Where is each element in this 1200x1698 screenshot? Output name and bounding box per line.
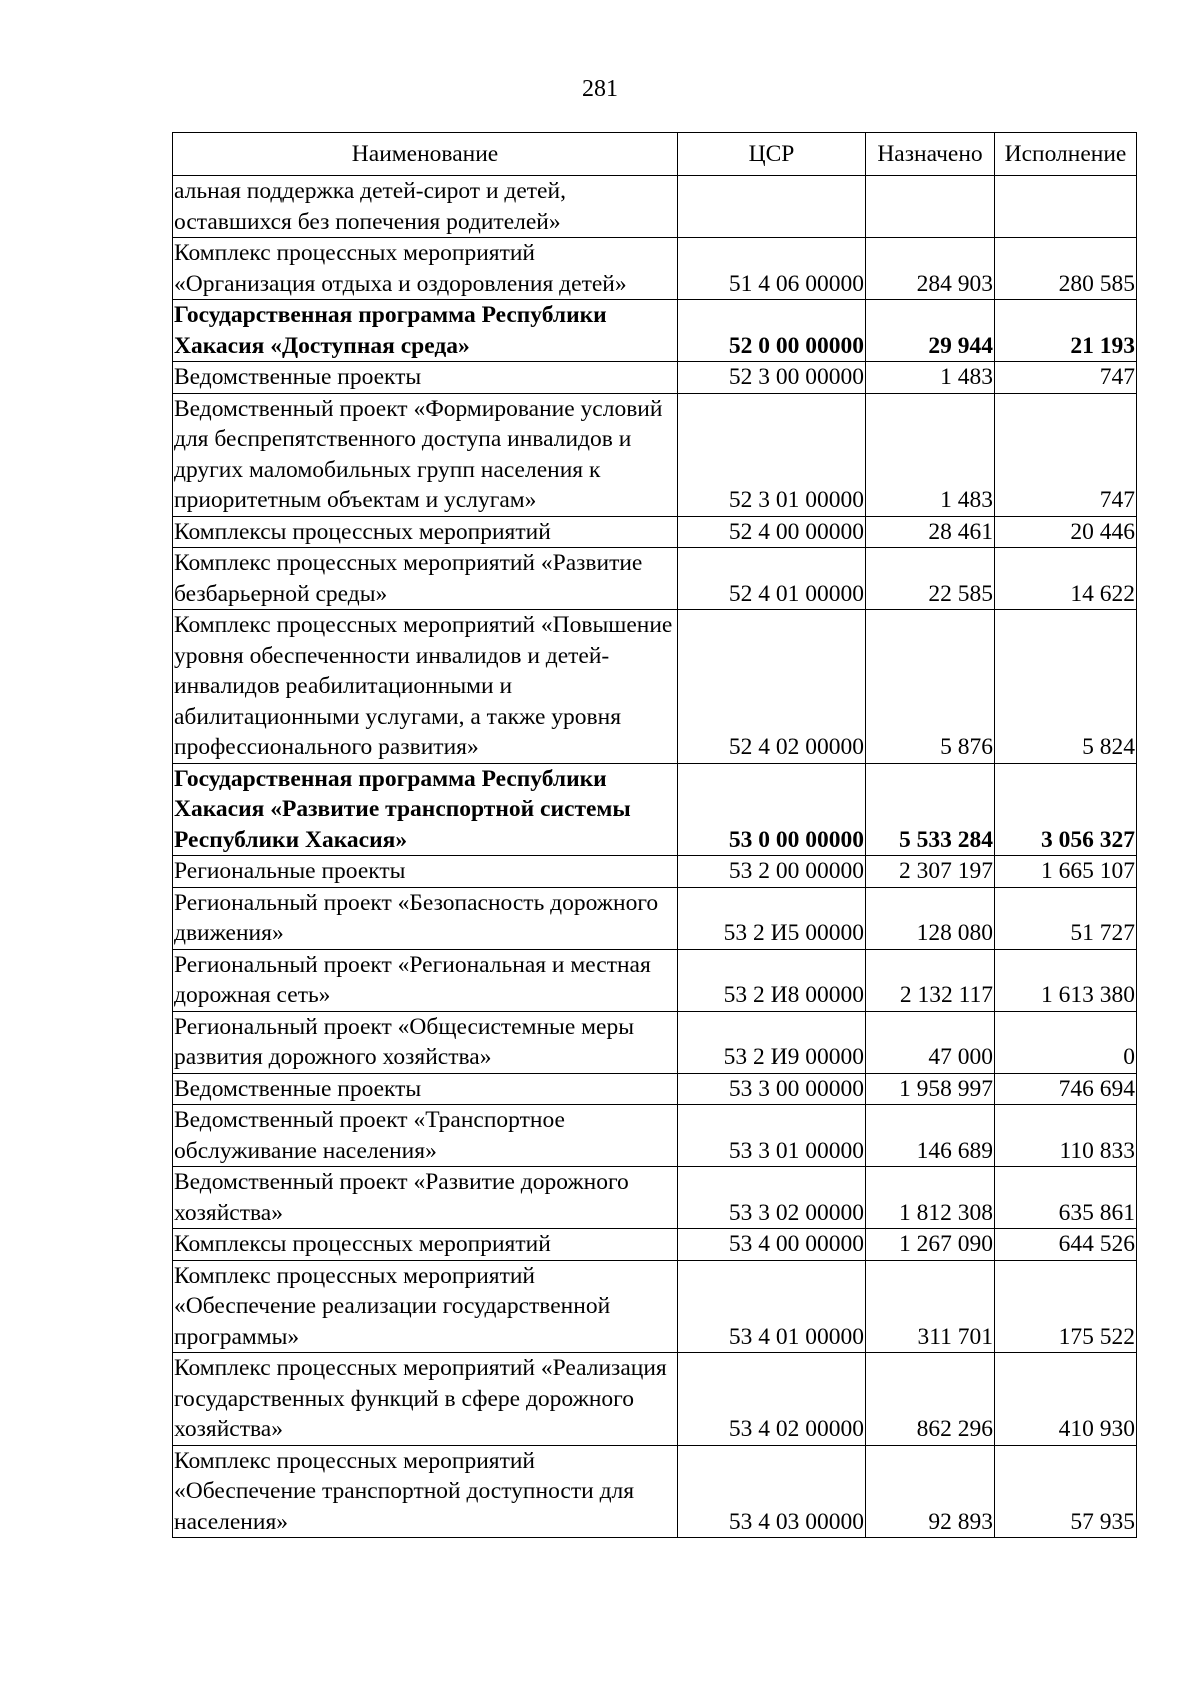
row-exec: 3 056 327 [995, 763, 1137, 856]
row-name: Региональный проект «Региональная и местная дорожная сеть» [173, 949, 678, 1011]
row-csr: 53 3 00 00000 [678, 1073, 866, 1105]
row-name: Комплексы процессных мероприятий [173, 516, 678, 548]
row-name: Ведомственный проект «Формирование условий для беспрепятственного доступа инвалидов и других маломобильных групп населения к приоритетным объектам и услугам» [173, 393, 678, 516]
row-name: Ведомственные проекты [173, 1073, 678, 1105]
row-plan: 284 903 [866, 238, 995, 300]
row-csr: 52 4 00 00000 [678, 516, 866, 548]
row-plan: 1 812 308 [866, 1167, 995, 1229]
row-name: Комплекс процессных мероприятий «Реализация государственных функций в сфере дорожного хозяйства» [173, 1353, 678, 1446]
row-plan [866, 176, 995, 238]
row-exec: 175 522 [995, 1260, 1137, 1353]
row-csr: 51 4 06 00000 [678, 238, 866, 300]
row-csr: 52 4 02 00000 [678, 610, 866, 764]
row-plan: 47 000 [866, 1011, 995, 1073]
row-plan: 2 132 117 [866, 949, 995, 1011]
row-plan: 5 533 284 [866, 763, 995, 856]
row-plan: 28 461 [866, 516, 995, 548]
row-plan: 1 267 090 [866, 1229, 995, 1261]
row-exec: 410 930 [995, 1353, 1137, 1446]
row-name: Комплексы процессных мероприятий [173, 1229, 678, 1261]
row-name: Комплекс процессных мероприятий «Развитие безбарьерной среды» [173, 548, 678, 610]
row-exec: 20 446 [995, 516, 1137, 548]
table-row [173, 1229, 1137, 1261]
row-csr: 52 0 00 00000 [678, 300, 866, 362]
row-plan: 1 958 997 [866, 1073, 995, 1105]
row-exec: 747 [995, 362, 1137, 394]
row-csr: 52 4 01 00000 [678, 548, 866, 610]
row-plan: 29 944 [866, 300, 995, 362]
table-header-row [173, 133, 1137, 176]
row-plan: 92 893 [866, 1445, 995, 1538]
row-plan: 862 296 [866, 1353, 995, 1446]
row-csr: 52 3 01 00000 [678, 393, 866, 516]
row-plan: 22 585 [866, 548, 995, 610]
row-csr: 53 4 01 00000 [678, 1260, 866, 1353]
row-plan: 311 701 [866, 1260, 995, 1353]
row-exec: 110 833 [995, 1105, 1137, 1167]
row-plan: 128 080 [866, 887, 995, 949]
row-csr: 53 3 02 00000 [678, 1167, 866, 1229]
table-row [173, 362, 1137, 394]
row-name: Ведомственный проект «Транспортное обслуживание населения» [173, 1105, 678, 1167]
row-name: Комплекс процессных мероприятий «Повышение уровня обеспеченности инвалидов и детей-инвалидов реабилитационными и абилитационными услугами, а также уровня профессионального развития» [173, 610, 678, 764]
row-csr: 53 2 00 00000 [678, 856, 866, 888]
row-plan: 5 876 [866, 610, 995, 764]
row-csr: 53 3 01 00000 [678, 1105, 866, 1167]
table-row [173, 238, 1137, 300]
page-number: 281 [582, 76, 618, 102]
table-row-program [173, 763, 1137, 856]
row-exec: 1 613 380 [995, 949, 1137, 1011]
row-exec [995, 176, 1137, 238]
row-name: Комплекс процессных мероприятий «Обеспечение транспортной доступности для населения» [173, 1445, 678, 1538]
row-exec: 746 694 [995, 1073, 1137, 1105]
row-exec: 57 935 [995, 1445, 1137, 1538]
row-exec: 280 585 [995, 238, 1137, 300]
row-name: Ведомственный проект «Развитие дорожного хозяйства» [173, 1167, 678, 1229]
row-exec: 747 [995, 393, 1137, 516]
header-exec: Исполнение [995, 133, 1137, 176]
table-row [173, 1167, 1137, 1229]
row-name: Региональный проект «Безопасность дорожного движения» [173, 887, 678, 949]
row-csr: 52 3 00 00000 [678, 362, 866, 394]
row-plan: 2 307 197 [866, 856, 995, 888]
table-row-program [173, 300, 1137, 362]
row-csr [678, 176, 866, 238]
table-row [173, 1105, 1137, 1167]
row-plan: 1 483 [866, 393, 995, 516]
row-exec: 1 665 107 [995, 856, 1137, 888]
row-name: Региональный проект «Общесистемные меры развития дорожного хозяйства» [173, 1011, 678, 1073]
table-row [173, 548, 1137, 610]
table-row [173, 949, 1137, 1011]
table-row [173, 1445, 1137, 1538]
row-name: Региональные проекты [173, 856, 678, 888]
row-name: Ведомственные проекты [173, 362, 678, 394]
table-row [173, 176, 1137, 238]
row-exec: 5 824 [995, 610, 1137, 764]
row-plan: 146 689 [866, 1105, 995, 1167]
header-csr: ЦСР [678, 133, 866, 176]
table-row [173, 887, 1137, 949]
row-csr: 53 2 И8 00000 [678, 949, 866, 1011]
table-row [173, 1073, 1137, 1105]
row-exec: 0 [995, 1011, 1137, 1073]
row-name: Государственная программа Республики Хакасия «Доступная среда» [173, 300, 678, 362]
table-row [173, 516, 1137, 548]
row-exec: 51 727 [995, 887, 1137, 949]
row-name: Государственная программа Республики Хакасия «Развитие транспортной системы Республики Хакасия» [173, 763, 678, 856]
table-row [173, 393, 1137, 516]
budget-table [172, 132, 1137, 1538]
row-csr: 53 4 02 00000 [678, 1353, 866, 1446]
row-exec: 635 861 [995, 1167, 1137, 1229]
table-row [173, 856, 1137, 888]
row-csr: 53 4 00 00000 [678, 1229, 866, 1261]
row-csr: 53 2 И5 00000 [678, 887, 866, 949]
row-name: альная поддержка детей-сирот и детей, оставшихся без попечения родителей» [173, 176, 678, 238]
row-exec: 14 622 [995, 548, 1137, 610]
header-name: Наименование [173, 133, 678, 176]
row-csr: 53 2 И9 00000 [678, 1011, 866, 1073]
table-row [173, 1011, 1137, 1073]
row-name: Комплекс процессных мероприятий «Организация отдыха и оздоровления детей» [173, 238, 678, 300]
table-row [173, 1353, 1137, 1446]
row-name: Комплекс процессных мероприятий «Обеспечение реализации государственной программы» [173, 1260, 678, 1353]
row-exec: 21 193 [995, 300, 1137, 362]
table-row [173, 610, 1137, 764]
header-plan: Назначено [866, 133, 995, 176]
row-csr: 53 0 00 00000 [678, 763, 866, 856]
row-plan: 1 483 [866, 362, 995, 394]
row-exec: 644 526 [995, 1229, 1137, 1261]
row-csr: 53 4 03 00000 [678, 1445, 866, 1538]
table-row [173, 1260, 1137, 1353]
